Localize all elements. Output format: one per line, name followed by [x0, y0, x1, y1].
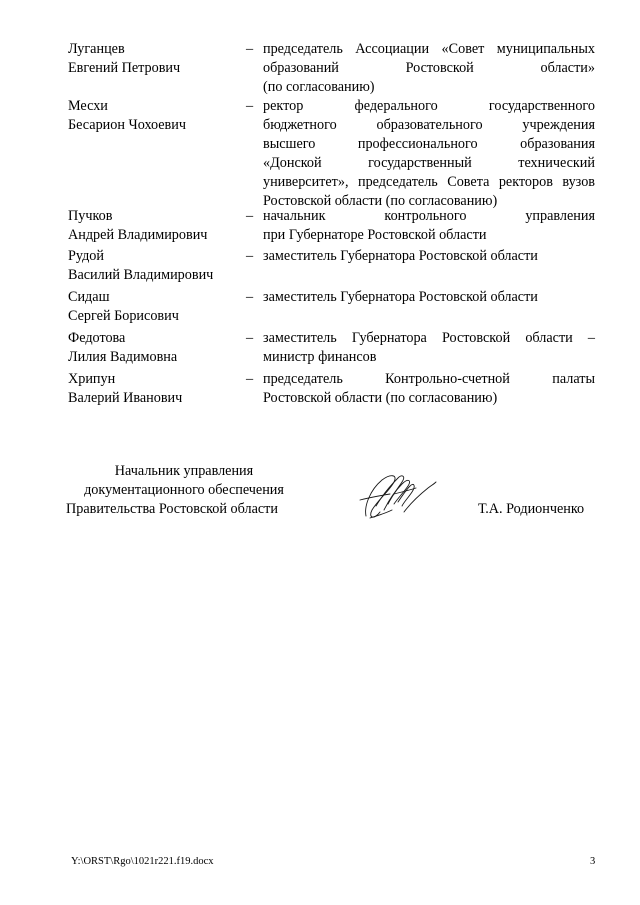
member-given-names: Сергей Борисович	[68, 308, 179, 324]
position-line: документационного обеспечения	[84, 482, 284, 498]
role-line: (по согласованию)	[263, 79, 375, 95]
member-name	[68, 247, 238, 285]
dash-separator: –	[246, 330, 254, 346]
role-line: министр финансов	[263, 349, 377, 365]
member-role	[263, 329, 595, 367]
handwritten-signature	[354, 466, 438, 526]
member-name	[68, 370, 238, 408]
member-entry	[68, 40, 598, 97]
member-entry	[68, 97, 598, 211]
signatory-position	[66, 462, 302, 519]
member-surname: Луганцев	[68, 41, 125, 57]
member-surname: Федотова	[68, 330, 126, 346]
dash-separator: –	[246, 41, 254, 57]
member-given-names: Евгений Петрович	[68, 60, 181, 76]
role-line: начальник контрольного управления	[263, 208, 595, 224]
member-name	[68, 329, 238, 367]
position-line: Начальник управления	[114, 463, 254, 479]
member-entry	[68, 329, 598, 369]
member-name	[68, 207, 238, 245]
member-name	[68, 97, 238, 135]
dash-separator: –	[246, 98, 254, 114]
page-number: 3	[590, 856, 596, 867]
role-line: ректор федерального государственного	[263, 98, 595, 114]
role-line: заместитель Губернатора Ростовской области	[263, 248, 538, 264]
member-given-names: Лилия Вадимовна	[68, 349, 178, 365]
member-role	[263, 40, 595, 97]
member-given-names: Валерий Иванович	[68, 390, 183, 406]
role-line: заместитель Губернатора Ростовской области	[263, 289, 538, 305]
member-entry	[68, 370, 598, 410]
member-name	[68, 288, 238, 326]
member-given-names: Андрей Владимирович	[68, 227, 208, 243]
member-role	[263, 207, 595, 245]
role-line: Ростовской области (по согласованию)	[263, 193, 498, 209]
role-line: председатель Контрольно-счетной палаты	[263, 371, 595, 387]
member-role	[263, 370, 595, 408]
member-role	[263, 97, 595, 211]
role-line: при Губернаторе Ростовской области	[263, 227, 487, 243]
member-role	[263, 288, 595, 307]
member-surname: Хрипун	[68, 371, 116, 387]
role-line: образований Ростовской области»	[263, 60, 595, 76]
footer-file-path: Y:\ORST\Rgo\1021r221.f19.docx	[71, 856, 214, 867]
dash-separator: –	[246, 289, 254, 305]
member-surname: Месхи	[68, 98, 108, 114]
dash-separator: –	[246, 248, 254, 264]
signer-name: Т.А. Родионченко	[478, 501, 585, 517]
position-line: Правительства Ростовской области	[66, 501, 278, 517]
member-name	[68, 40, 238, 78]
member-entry	[68, 207, 598, 247]
member-given-names: Василий Владимирович	[68, 267, 214, 283]
role-line: «Донской государственный технический	[263, 155, 595, 171]
member-surname: Сидаш	[68, 289, 110, 305]
role-line: председатель Ассоциации «Совет муниципальных	[263, 41, 595, 57]
member-given-names: Бесарион Чохоевич	[68, 117, 186, 133]
member-surname: Пучков	[68, 208, 113, 224]
dash-separator: –	[246, 371, 254, 387]
role-line: университет», председатель Совета ректоров вузов	[263, 174, 595, 190]
member-role	[263, 247, 595, 266]
role-line: бюджетного образовательного учреждения	[263, 117, 595, 133]
role-line: Ростовской области (по согласованию)	[263, 390, 498, 406]
role-line: заместитель Губернатора Ростовской области –	[263, 330, 595, 346]
dash-separator: –	[246, 208, 254, 224]
role-line: высшего профессионального образования	[263, 136, 595, 152]
member-entry	[68, 288, 598, 328]
member-surname: Рудой	[68, 248, 104, 264]
member-entry	[68, 247, 598, 287]
